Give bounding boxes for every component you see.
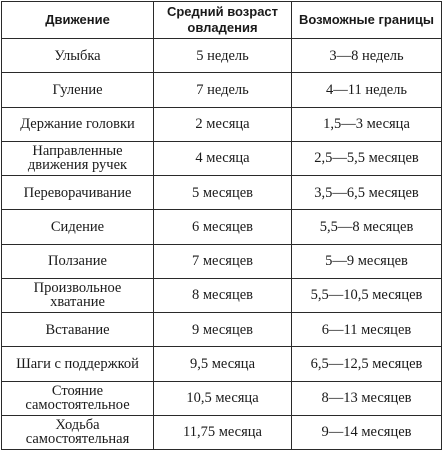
movement-cell	[2, 107, 154, 141]
movement-cell	[2, 210, 154, 244]
range-cell: 6,5—12,5 месяцев	[292, 347, 442, 381]
movement-cell	[2, 278, 154, 312]
movement-cell	[2, 176, 154, 210]
table-row	[2, 210, 442, 244]
table-row	[2, 73, 442, 107]
movement-line: движения ручек	[27, 157, 128, 174]
milestones-table	[1, 1, 442, 450]
movement-line: Переворачивание	[23, 184, 132, 201]
table-row	[2, 278, 442, 312]
range-cell: 9—14 месяцев	[292, 415, 442, 449]
average-age-cell: 9,5 месяца	[154, 347, 292, 381]
average-age-cell: 10,5 месяца	[154, 381, 292, 415]
movement-line: Улыбка	[54, 47, 101, 64]
movement-cell	[2, 313, 154, 347]
header-range: Возможные границы	[292, 2, 442, 39]
average-age-cell: 5 недель	[154, 39, 292, 73]
header-average-age	[154, 2, 292, 39]
average-age-cell: 5 месяцев	[154, 176, 292, 210]
movement-line: Гуление	[52, 81, 103, 98]
range-cell: 8—13 месяцев	[292, 381, 442, 415]
movement-line: Сидение	[50, 218, 105, 235]
movement-cell	[2, 141, 154, 175]
range-cell: 5—9 месяцев	[292, 244, 442, 278]
movement-cell	[2, 244, 154, 278]
average-age-cell: 11,75 месяца	[154, 415, 292, 449]
movement-line: самостоятельная	[25, 431, 130, 448]
movement-line: хватание	[50, 294, 105, 311]
table-row	[2, 415, 442, 449]
average-age-cell: 7 месяцев	[154, 244, 292, 278]
movement-cell	[2, 347, 154, 381]
movement-cell	[2, 39, 154, 73]
range-cell: 3—8 недель	[292, 39, 442, 73]
movement-line: Ползание	[48, 253, 107, 270]
range-cell: 5,5—10,5 месяцев	[292, 278, 442, 312]
average-age-cell: 9 месяцев	[154, 313, 292, 347]
movement-line: Стояние	[51, 383, 104, 400]
movement-cell	[2, 73, 154, 107]
table-row	[2, 107, 442, 141]
range-cell: 2,5—5,5 месяцев	[292, 141, 442, 175]
movement-line: Шаги с поддержкой	[16, 355, 139, 372]
range-cell: 1,5—3 месяца	[292, 107, 442, 141]
table-body	[2, 39, 442, 450]
average-age-cell: 2 месяца	[154, 107, 292, 141]
table-row	[2, 381, 442, 415]
table-row	[2, 313, 442, 347]
range-cell: 5,5—8 месяцев	[292, 210, 442, 244]
range-cell: 4—11 недель	[292, 73, 442, 107]
movement-cell	[2, 381, 154, 415]
header-average-age-line1: Средний возраст	[166, 4, 279, 19]
range-cell: 3,5—6,5 месяцев	[292, 176, 442, 210]
movement-cell	[2, 415, 154, 449]
header-average-age-line2: овладения	[187, 20, 258, 35]
table-row	[2, 39, 442, 73]
movement-line: Держание головки	[20, 116, 135, 133]
movement-line: Произвольное	[33, 280, 122, 297]
table-row	[2, 141, 442, 175]
movement-line: Направленные	[32, 143, 123, 160]
header-row	[2, 2, 442, 39]
average-age-cell: 6 месяцев	[154, 210, 292, 244]
movement-line: Ходьба	[55, 417, 100, 434]
table-row	[2, 244, 442, 278]
header-movement: Движение	[2, 2, 154, 39]
table-row	[2, 347, 442, 381]
average-age-cell: 8 месяцев	[154, 278, 292, 312]
movement-line: самостоятельное	[25, 397, 130, 414]
average-age-cell: 7 недель	[154, 73, 292, 107]
average-age-cell: 4 месяца	[154, 141, 292, 175]
movement-line: Вставание	[45, 321, 110, 338]
range-cell: 6—11 месяцев	[292, 313, 442, 347]
table-row	[2, 176, 442, 210]
